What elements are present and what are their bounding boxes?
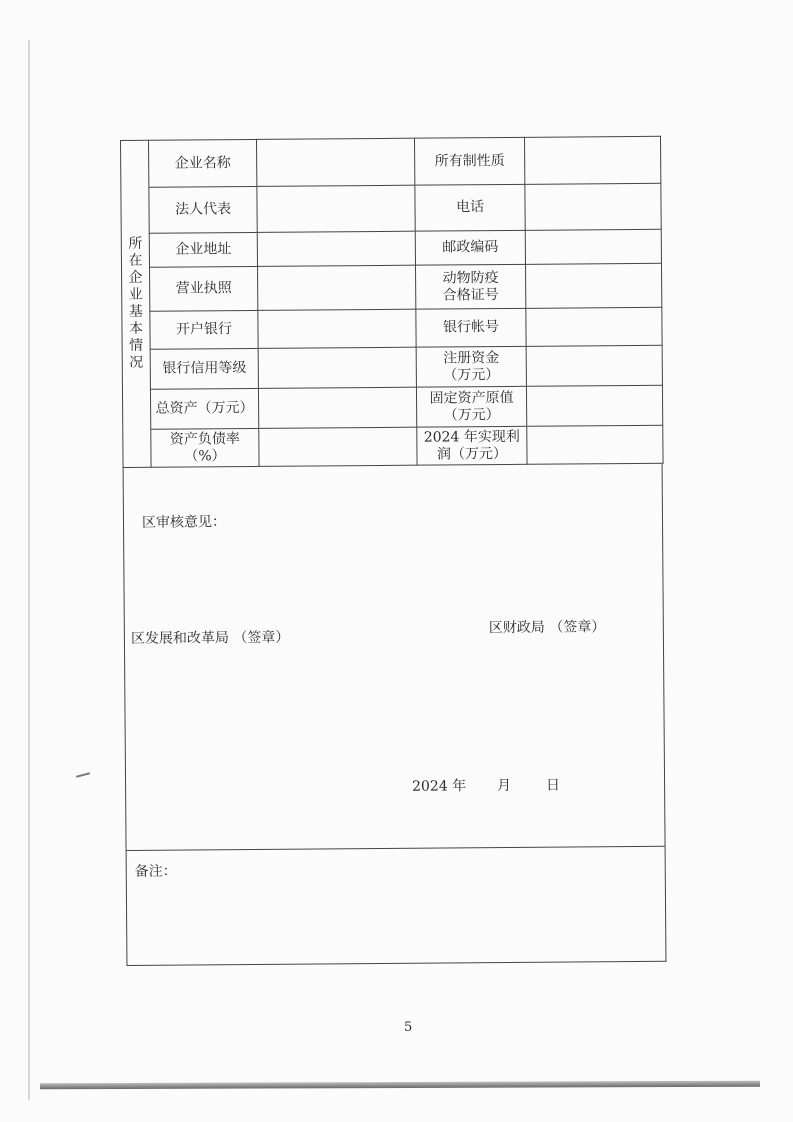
field-value [525, 229, 661, 264]
table-row [122, 263, 662, 311]
field-value [526, 385, 662, 426]
field-label: 邮政编码 [415, 230, 525, 265]
field-label: 企业名称 [149, 139, 257, 187]
field-value [257, 231, 415, 266]
field-label: 总资产（万元） [150, 388, 258, 429]
application-form [120, 136, 673, 974]
scan-edge-bottom [40, 1081, 760, 1090]
field-label: 银行帐号 [416, 308, 526, 347]
table-row [122, 345, 662, 389]
field-label: 银行信用等级 [150, 348, 258, 389]
field-label: 企业地址 [149, 232, 257, 267]
field-value [256, 138, 414, 186]
table-row [121, 229, 661, 267]
table-row [121, 136, 661, 187]
field-label: 营业执照 [150, 266, 258, 311]
field-value [258, 309, 416, 348]
page-number: 5 [404, 1020, 413, 1035]
field-label: 动物防疫 合格证号 [415, 264, 525, 309]
field-label: 注册资金 （万元） [416, 346, 526, 387]
review-date [412, 775, 560, 796]
remarks-section [127, 846, 666, 967]
date-year: 2024 年 [412, 778, 467, 795]
field-value [525, 183, 661, 230]
table-row [121, 183, 661, 233]
field-label: 资产负债率 （%） [151, 428, 259, 467]
field-label: 开户银行 [150, 310, 258, 349]
field-value [525, 263, 661, 308]
field-value [259, 427, 417, 466]
field-label: 固定资产原值 （万元） [416, 386, 526, 427]
finance-bureau-signature: 区财政局 （签章） [488, 619, 606, 637]
table-row [123, 425, 663, 467]
table-row [122, 385, 662, 429]
table-row [122, 307, 662, 349]
field-value [258, 347, 416, 388]
review-opinion-label: 区审核意见： [141, 514, 227, 531]
field-value [526, 307, 662, 346]
section-label: 所 在 企 业 基 本 情 况 [121, 140, 152, 467]
development-reform-bureau-signature: 区发展和改革局 （签章） [130, 629, 290, 647]
field-value [258, 387, 416, 428]
enterprise-info-table [120, 136, 664, 468]
field-label: 电话 [415, 184, 525, 231]
field-value [527, 425, 663, 464]
scan-mark [76, 772, 90, 778]
field-value [257, 265, 415, 310]
field-label: 2024 年实现利 润（万元） [417, 426, 527, 465]
scan-edge [28, 40, 30, 1100]
field-value [524, 136, 660, 184]
date-day: 日 [545, 777, 561, 794]
field-label: 所有制性质 [414, 137, 524, 185]
field-value [526, 345, 662, 386]
field-label: 法人代表 [149, 186, 257, 233]
remarks-label: 备注： [134, 863, 177, 880]
field-value [257, 185, 415, 232]
date-month: 月 [497, 777, 512, 795]
review-section [123, 464, 667, 966]
